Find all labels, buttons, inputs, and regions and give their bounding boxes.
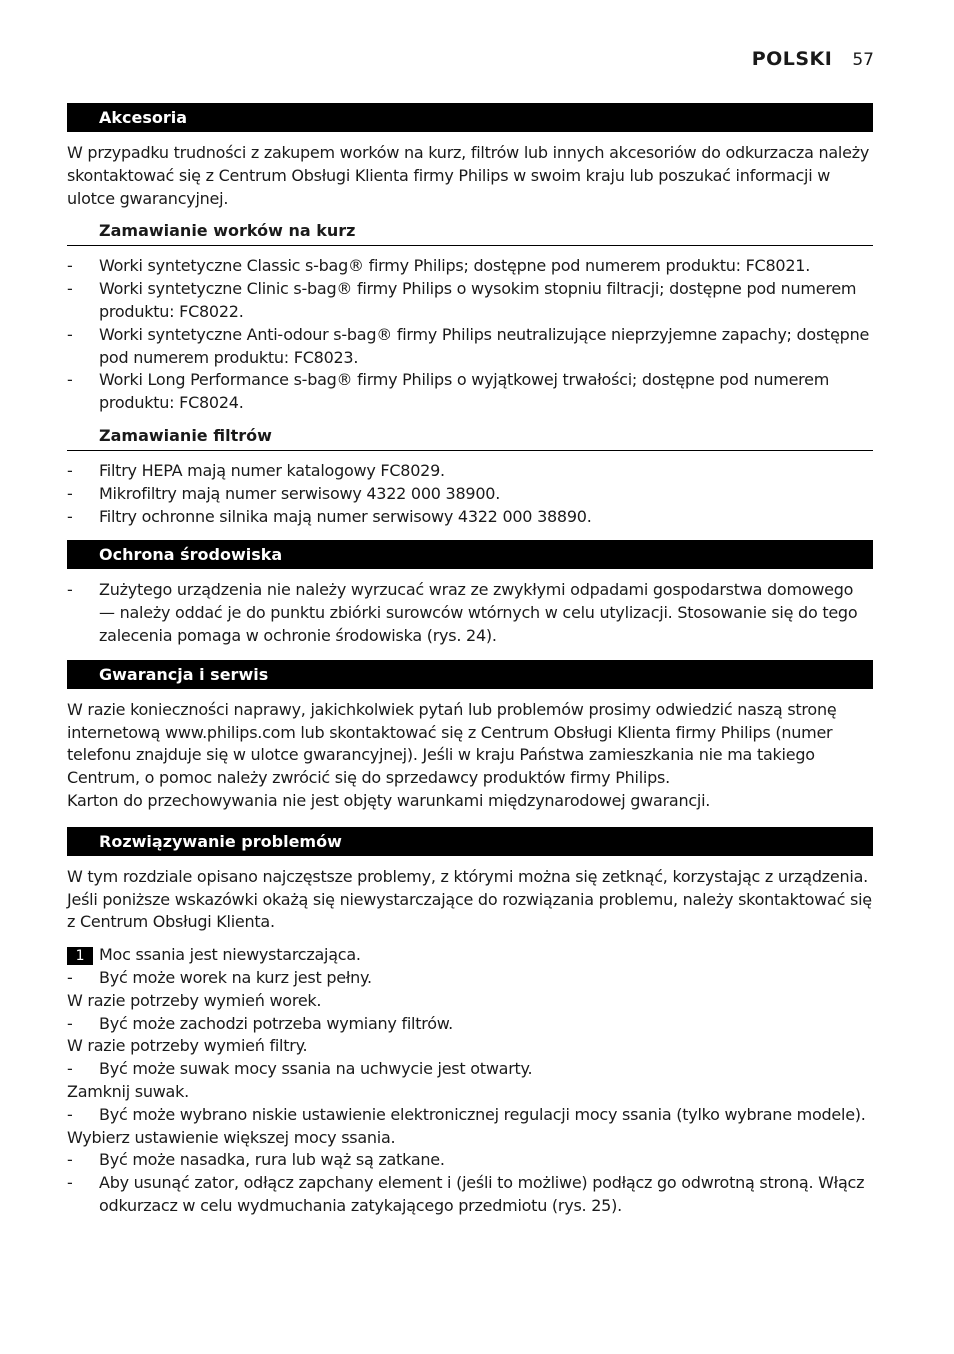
warranty-text-end: lub skontaktować się z Centrum Obsługi Klienta firmy Philips (numer telefonu znajduje się w ulotce gwarancyjnej). Jeśli w kraju Państwa zamieszkania nie ma takiego Centrum, o pomoc należy zwrócić się do sprzedawcy produktów firmy Philips. <box>67 722 833 788</box>
list-item: - Worki syntetyczne Classic s-bag® firmy Philips; dostępne pod numerem produktu: FC8021. <box>67 255 873 278</box>
page-number: 57 <box>852 50 874 70</box>
warranty-text <box>67 699 873 790</box>
section-heading-environment: Ochrona środowiska <box>67 540 873 569</box>
accessories-intro: W przypadku trudności z zakupem worków na kurz, filtrów lub innych akcesoriów do odkurzacza należy skontaktować się z Centrum Obsługi Klienta firmy Philips w swoim kraju lub poszukać informacji w ulotce gwarancyjnej. <box>67 143 870 208</box>
environment-list <box>67 579 873 647</box>
cause-item: - Być może wybrano niskie ustawienie elektronicznej regulacji mocy ssania (tylko wybrane modele). <box>67 1104 873 1127</box>
cause-list <box>67 1149 873 1217</box>
warranty-text-start: W razie konieczności naprawy, jakichkolwiek pytań lub problemów prosimy odwiedzić naszą stronę internetową <box>67 699 837 742</box>
solution-text: W razie potrzeby wymień filtry. <box>67 1036 308 1056</box>
troubleshooting-intro: W tym rozdziale opisano najczęstsze problemy, z którymi można się zetknąć, korzystając z urządzenia. Jeśli poniższe wskazówki okażą się niewystarczające do rozwiązania problemu, należy skontaktować się z Centrum Obsługi Klienta. <box>67 866 872 932</box>
filters-list <box>67 460 873 528</box>
solution-text: Wybierz ustawienie większej mocy ssania. <box>67 1127 396 1147</box>
problem-number-badge: 1 <box>67 947 93 965</box>
document-body <box>67 103 873 1218</box>
philips-website-link[interactable]: www.philips.com <box>165 722 296 742</box>
problem-title: Moc ssania jest niewystarczająca. <box>99 945 361 965</box>
language-label: POLSKI <box>751 48 833 70</box>
subheading-filters: Zamawianie filtrów <box>67 422 873 451</box>
cause-list <box>67 967 873 990</box>
cause-item: - Być może worek na kurz jest pełny. <box>67 967 873 990</box>
cause-list <box>67 1013 873 1036</box>
list-item: - Worki Long Performance s-bag® firmy Philips o wyjątkowej trwałości; dostępne pod numerem produktu: FC8024. <box>67 369 873 415</box>
cause-list <box>67 1058 873 1081</box>
list-item: - Mikrofiltry mają numer serwisowy 4322 000 38900. <box>67 483 873 506</box>
solution-text: Zamknij suwak. <box>67 1081 189 1101</box>
section-heading-accessories: Akcesoria <box>67 103 873 132</box>
warranty-note: Karton do przechowywania nie jest objęty warunkami międzynarodowej gwarancji. <box>67 790 711 810</box>
cause-item: - Być może zachodzi potrzeba wymiany filtrów. <box>67 1013 873 1036</box>
list-item: - Worki syntetyczne Anti-odour s-bag® firmy Philips neutralizujące nieprzyjemne zapachy; dostępne pod numerem produktu: FC8023. <box>67 324 873 370</box>
dust-bags-list <box>67 255 873 415</box>
subheading-dust-bags: Zamawianie worków na kurz <box>67 217 873 246</box>
cause-item: - Aby usunąć zator, odłącz zapchany element i (jeśli to możliwe) podłącz go odwrotną stroną. Włącz odkurzacz w celu wydmuchania zatykającego przedmiotu (rys. 25). <box>67 1172 873 1218</box>
section-heading-warranty: Gwarancja i serwis <box>67 660 873 689</box>
solution-text: W razie potrzeby wymień worek. <box>67 990 322 1010</box>
list-item: - Filtry HEPA mają numer katalogowy FC8029. <box>67 460 873 483</box>
list-item: - Filtry ochronne silnika mają numer serwisowy 4322 000 38890. <box>67 506 873 529</box>
list-item: - Zużytego urządzenia nie należy wyrzucać wraz ze zwykłymi odpadami gospodarstwa domowego — należy oddać je do punktu zbiórki surowców wtórnych w celu utylizacji. Stosowanie się do tego zalecenia pomaga w ochronie środowiska (rys. 24). <box>67 579 873 647</box>
cause-item: - Być może suwak mocy ssania na uchwycie jest otwarty. <box>67 1058 873 1081</box>
page-header <box>752 48 874 70</box>
problem-heading <box>67 944 873 967</box>
cause-list <box>67 1104 873 1127</box>
section-heading-troubleshooting: Rozwiązywanie problemów <box>67 827 873 856</box>
cause-item: - Być może nasadka, rura lub wąż są zatkane. <box>67 1149 873 1172</box>
list-item: - Worki syntetyczne Clinic s-bag® firmy Philips o wysokim stopniu filtracji; dostępne pod numerem produktu: FC8022. <box>67 278 873 324</box>
